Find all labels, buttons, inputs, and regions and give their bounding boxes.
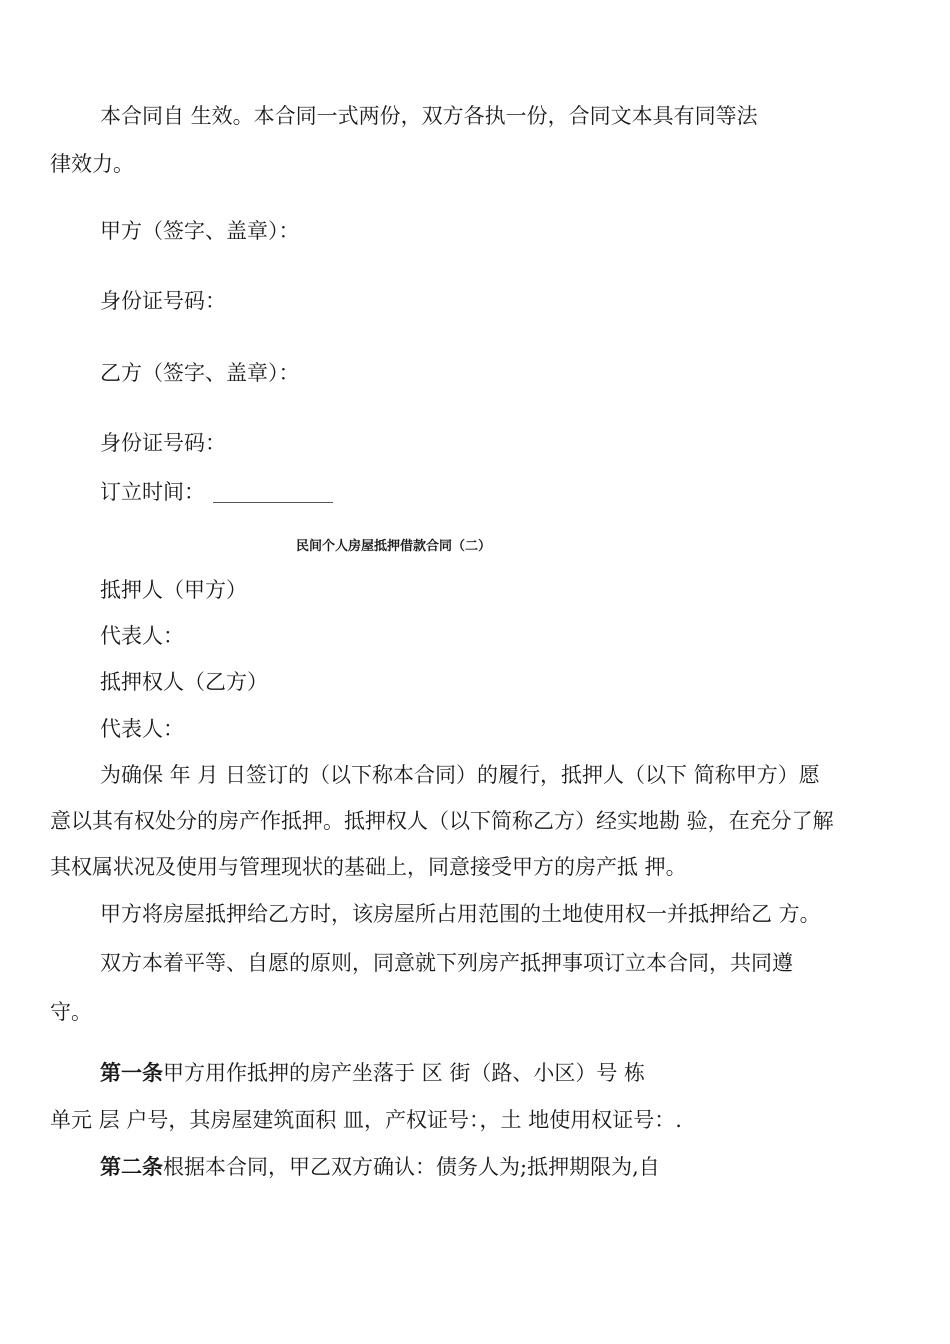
preamble-line1: 为确保 年 月 日签订的（以下称本合同）的履行，抵押人（以下 简称甲方）愿 [100, 763, 820, 787]
party-a-id-label: 身份证号码： [100, 289, 226, 313]
preamble-line2: 意以其有权处分的房产作抵押。抵押权人（以下简称乙方）经实地勘 验，在充分了解 [50, 809, 834, 833]
party-b-id-label: 身份证号码： [100, 431, 226, 455]
article-2-text: 根据本合同，甲乙双方确认：债务人为;抵押期限为,自 [163, 1155, 660, 1179]
signing-date-row [100, 482, 333, 503]
principle-paragraph-line2: 守。 [50, 1000, 92, 1024]
signing-date-label: 订立时间： [100, 480, 205, 504]
effect-clause-line2: 律效力。 [50, 152, 134, 176]
mortgagee-label: 抵押权人（乙方） [100, 670, 268, 694]
signing-date-blank [213, 484, 333, 503]
party-a-signature-label: 甲方（签字、盖章）： [100, 219, 300, 243]
principle-paragraph-line1: 双方本着平等、自愿的原则，同意就下列房产抵押事项订立本合同，共同遵 [100, 951, 793, 975]
land-use-paragraph: 甲方将房屋抵押给乙方时，该房屋所占用范围的土地使用权一并抵押给乙 方。 [100, 902, 821, 926]
article-1-label: 第一条 [100, 1061, 163, 1085]
party-b-signature-label: 乙方（签字、盖章）： [100, 361, 300, 385]
article-1-line1 [100, 1063, 645, 1084]
effect-clause-line1: 本合同自 生效。本合同一式两份，双方各执一份，合同文本具有同等法 [100, 104, 758, 128]
article-2-line1 [100, 1157, 660, 1178]
mortgagee-representative-label: 代表人： [100, 717, 184, 741]
article-2-label: 第二条 [100, 1155, 163, 1179]
article-1-line2: 单元 层 户号，其房屋建筑面积 皿，产权证号：，土 地使用权证号：. [50, 1108, 682, 1132]
preamble-line3: 其权属状况及使用与管理现状的基础上，同意接受甲方的房产抵 押。 [50, 855, 687, 879]
contract-title: 民间个人房屋抵押借款合同（二） [296, 539, 492, 554]
article-1-text: 甲方用作抵押的房产坐落于 区 街（路、小区）号 栋 [163, 1061, 646, 1085]
mortgagor-label: 抵押人（甲方） [100, 578, 247, 602]
mortgagor-representative-label: 代表人： [100, 624, 184, 648]
